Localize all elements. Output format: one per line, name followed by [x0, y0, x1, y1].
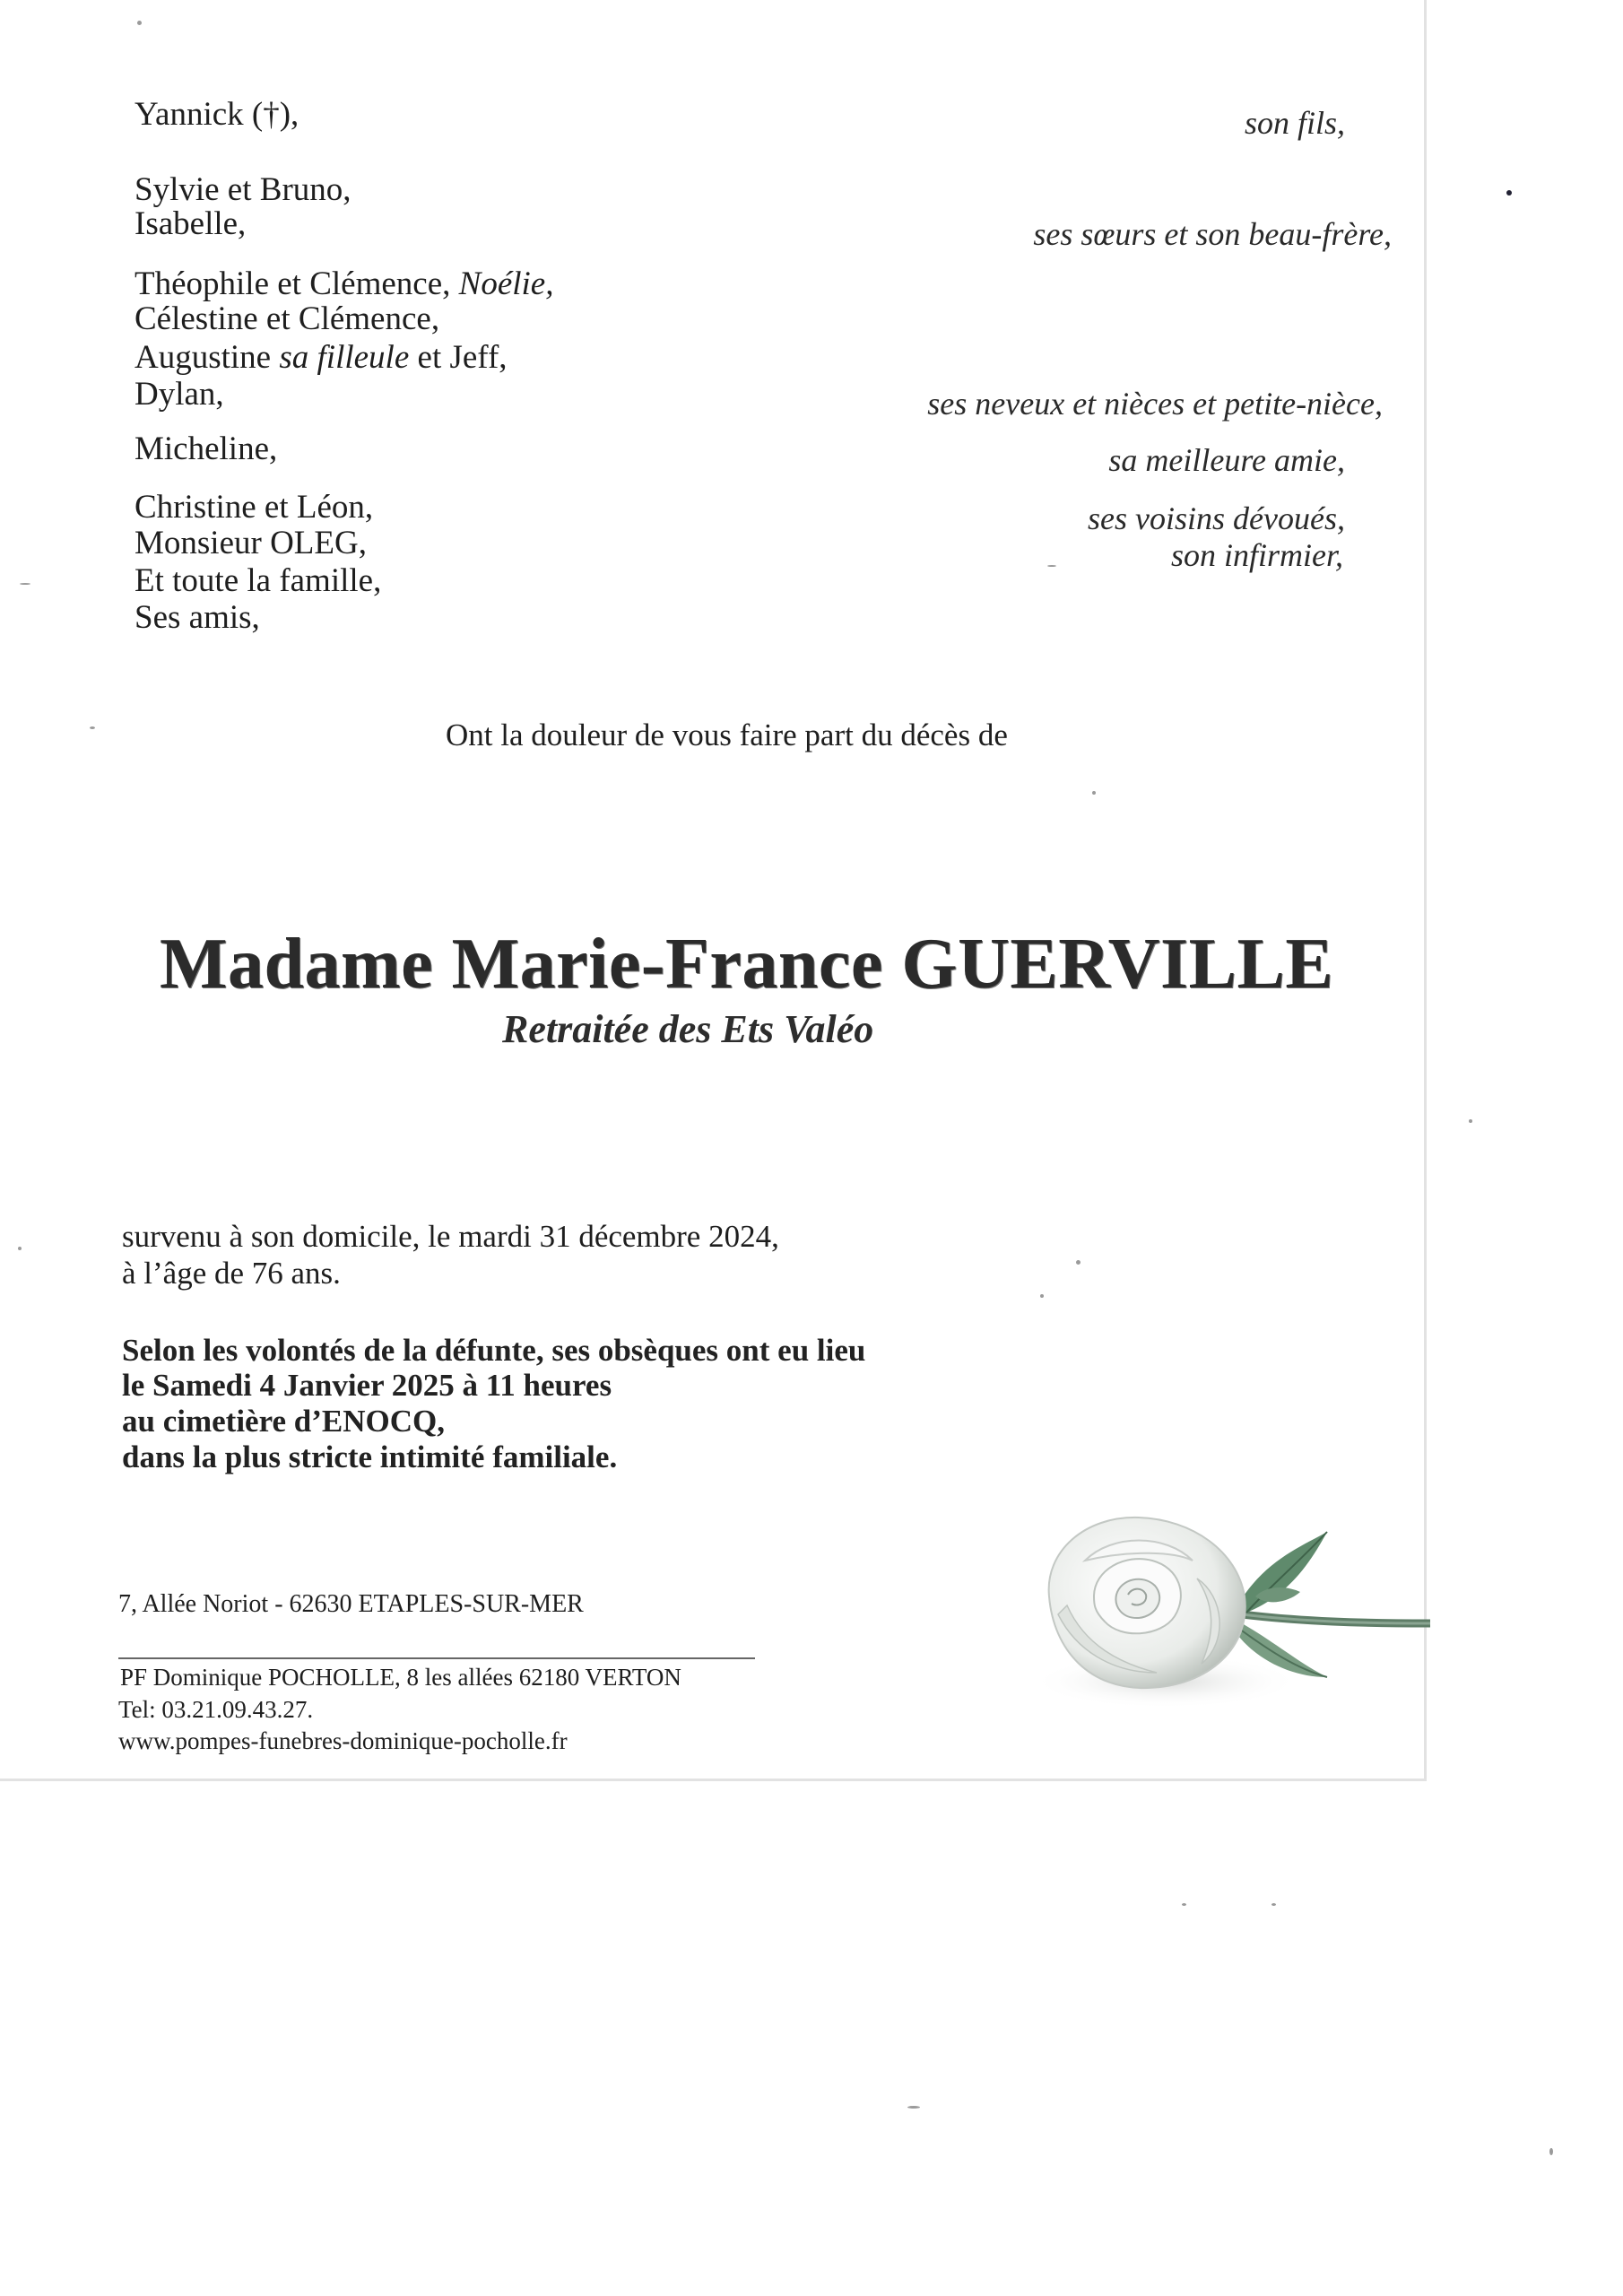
ceremony-line: au cimetière d’ENOCQ, — [122, 1404, 445, 1439]
scan-speck — [137, 21, 142, 25]
family-line: Yannick (†), — [135, 96, 299, 133]
deceased-name: Madame Marie-France GUERVILLE — [160, 925, 1334, 1004]
family-text: Augustine — [135, 339, 280, 376]
funeral-home-line: PF Dominique POCHOLLE, 8 les allées 62180 VERTON — [120, 1664, 681, 1691]
scan-speck — [1040, 1294, 1044, 1298]
scan-speck — [1182, 1903, 1186, 1906]
scan-speck — [1047, 565, 1056, 567]
scan-speck — [1549, 2148, 1553, 2155]
announcement-text: Ont la douleur de vous faire part du décès de — [446, 718, 1008, 752]
scan-speck — [1469, 1119, 1472, 1123]
family-line: Célestine et Clémence, — [135, 300, 440, 337]
relation-line: son infirmier, — [1170, 537, 1343, 573]
family-italic-name: Noélie, — [458, 265, 554, 302]
family-line-theophile — [135, 265, 553, 303]
scan-speck — [1092, 791, 1096, 795]
relation-line: sa meilleure amie, — [1108, 442, 1345, 478]
family-line: Et toute la famille, — [135, 562, 382, 599]
family-line: Sylvie et Bruno, — [135, 171, 352, 208]
family-line: Christine et Léon, — [135, 489, 374, 526]
family-text: Théophile et Clémence, — [135, 265, 459, 302]
family-text: et Jeff, — [409, 339, 508, 376]
relation-line: ses neveux et nièces et petite-nièce, — [927, 386, 1383, 422]
funeral-home-line: Tel: 03.21.09.43.27. — [118, 1696, 314, 1723]
family-line: Micheline, — [135, 430, 278, 467]
ceremony-line: le Samedi 4 Janvier 2025 à 11 heures — [122, 1368, 612, 1403]
family-line: Ses amis, — [135, 599, 260, 636]
address-text: 7, Allée Noriot - 62630 ETAPLES-SUR-MER — [118, 1590, 584, 1618]
deceased-title: Retraitée des Ets Valéo — [502, 1007, 874, 1051]
scan-edge-bottom — [0, 1779, 1427, 1781]
family-line-augustine — [135, 338, 508, 377]
family-line: Monsieur OLEG, — [135, 525, 367, 561]
relation-line: ses sœurs et son beau-frère, — [1033, 216, 1392, 252]
scan-speck — [1271, 1903, 1276, 1906]
family-line: Isabelle, — [135, 205, 247, 242]
scan-speck — [20, 583, 30, 585]
funeral-home-divider — [118, 1657, 755, 1659]
scan-speck — [90, 726, 95, 729]
family-line: Dylan, — [135, 376, 224, 413]
ceremony-line: Selon les volontés de la défunte, ses obsèques ont eu lieu — [122, 1333, 866, 1368]
relation-line: son fils, — [1244, 105, 1345, 141]
circumstance-line: survenu à son domicile, le mardi 31 décembre 2024, — [122, 1219, 779, 1254]
relation-line: ses voisins dévoués, — [1088, 500, 1345, 536]
scan-speck — [1076, 1260, 1081, 1265]
family-italic-filleule: sa filleule — [279, 339, 410, 376]
scan-speck — [1506, 190, 1512, 196]
scan-speck — [907, 2106, 920, 2109]
scan-speck — [18, 1247, 22, 1250]
funeral-home-website: www.pompes-funebres-dominique-pocholle.fr — [118, 1727, 568, 1754]
circumstance-line: à l’âge de 76 ans. — [122, 1256, 341, 1291]
white-rose-icon — [1031, 1498, 1430, 1722]
ceremony-line: dans la plus stricte intimité familiale. — [122, 1439, 618, 1474]
